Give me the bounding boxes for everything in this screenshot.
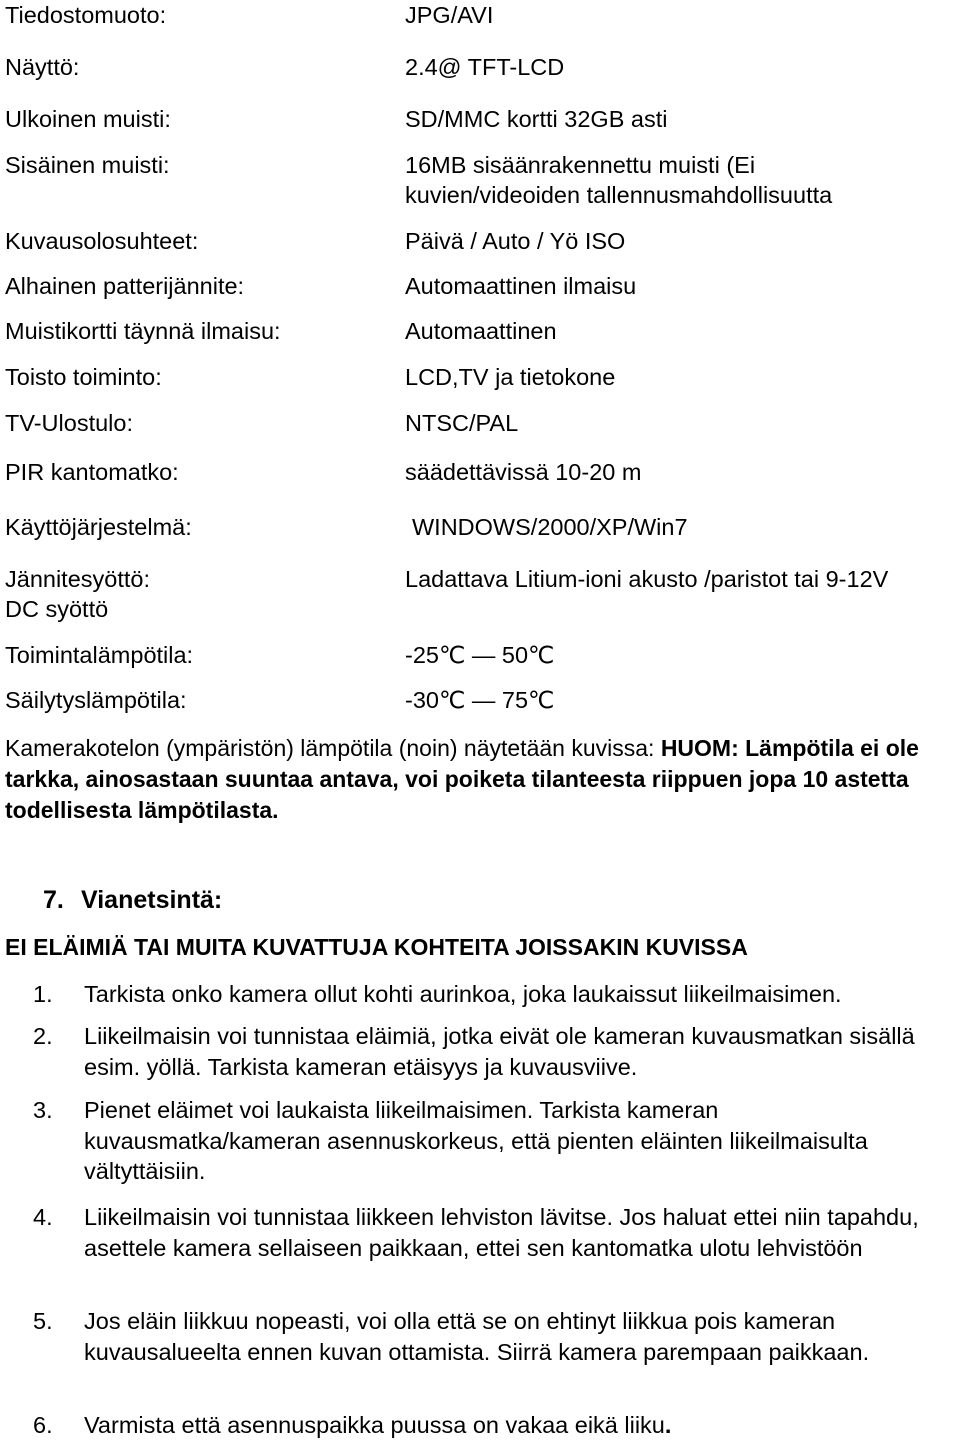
spec-label-file-format: Tiedostomuoto: (5, 2, 167, 28)
spec-label-tv-out: TV-Ulostulo: (5, 410, 133, 436)
spec-value-display: 2.4@ TFT-LCD (405, 54, 565, 80)
section-heading (43, 884, 222, 916)
spec-label-operating-temp: Toimintalämpötila: (5, 642, 194, 668)
list-item (33, 979, 960, 1010)
list-item-number: 3. (33, 1097, 53, 1123)
list-item-number: 6. (33, 1412, 53, 1438)
list-item-text: Pienet eläimet voi laukaista liikeilmaisimen. Tarkista kameran kuvausmatka/kameran asennuskorkeus, että pienten eläinten liikeilmaisulta vältyttäisiin. (84, 1097, 868, 1184)
list-item-number: 2. (33, 1023, 53, 1049)
spec-value-internal-memory-line1: 16MB sisäänrakennettu muisti (Ei (405, 152, 756, 178)
list-item (33, 1410, 960, 1441)
list-item-text: Tarkista onko kamera ollut kohti aurinkoa, joka laukaissut liikeilmaisimen. (84, 981, 842, 1007)
list-item-text: Liikeilmaisin voi tunnistaa liikkeen lehviston lävitse. Jos haluat ettei niin tapahdu, asettele kamera sellaiseen paikkaan, ettei sen kantomatka ulotu lehvistöön (84, 1204, 919, 1261)
spec-label-pir-range: PIR kantomatko: (5, 459, 179, 485)
spec-label-display: Näyttö: (5, 54, 80, 80)
spec-label-power-input: Jännitesyöttö: (5, 566, 151, 592)
spec-value-os: WINDOWS/2000/XP/Win7 (412, 514, 688, 540)
spec-value-playback: LCD,TV ja tietokone (405, 364, 616, 390)
troubleshooting-subheading: EI ELÄIMIÄ TAI MUITA KUVATTUJA KOHTEITA JOISSAKIN KUVISSA (5, 934, 748, 960)
spec-value-card-full: Automaattinen (405, 318, 557, 344)
list-item-number: 5. (33, 1308, 53, 1334)
spec-label-os: Käyttöjärjestelmä: (5, 514, 192, 540)
spec-label-external-memory: Ulkoinen muisti: (5, 106, 171, 132)
spec-label-low-battery: Alhainen patterijännite: (5, 273, 245, 299)
spec-value-file-format: JPG/AVI (405, 2, 494, 28)
spec-value-internal-memory-line2: kuvien/videoiden tallennusmahdollisuutta (405, 182, 833, 208)
spec-label-card-full: Muistikortti täynnä ilmaisu: (5, 318, 281, 344)
spec-value-shooting-conditions: Päivä / Auto / Yö ISO (405, 228, 626, 254)
temperature-note-text: Kamerakotelon (ympäristön) lämpötila (noin) näytetään kuvissa: (5, 735, 661, 761)
spec-value-operating-temp: -25℃ — 50℃ (405, 642, 555, 668)
spec-value-power-input: Ladattava Litium-ioni akusto /paristot tai 9-12V (405, 566, 889, 592)
list-item-number: 1. (33, 981, 53, 1007)
spec-value-low-battery: Automaattinen ilmaisu (405, 273, 637, 299)
list-item-number: 4. (33, 1204, 53, 1230)
temperature-note (5, 733, 960, 826)
spec-value-tv-out: NTSC/PAL (405, 410, 519, 436)
spec-label-shooting-conditions: Kuvausolosuhteet: (5, 228, 199, 254)
spec-label-storage-temp: Säilytyslämpötila: (5, 687, 187, 713)
list-item-text: Jos eläin liikkuu nopeasti, voi olla että se on ehtinyt liikkua pois kameran kuvausalueelta ennen kuvan ottamista. Siirrä kamera parempaan paikkaan. (84, 1308, 870, 1365)
list-item-text: Varmista että asennuspaikka puussa on vakaa eikä liiku (84, 1412, 665, 1438)
spec-value-pir-range: säädettävissä 10-20 m (405, 459, 642, 485)
section-title: Vianetsintä: (81, 886, 223, 914)
spec-value-external-memory: SD/MMC kortti 32GB asti (405, 106, 668, 132)
spec-label-dc-input: DC syöttö (5, 596, 109, 622)
list-item (33, 1306, 960, 1367)
spec-label-playback: Toisto toiminto: (5, 364, 162, 390)
section-number: 7. (43, 886, 64, 914)
list-item (33, 1202, 960, 1263)
list-item (33, 1021, 960, 1082)
list-item-text: Liikeilmaisin voi tunnistaa eläimiä, jotka eivät ole kameran kuvausmatkan sisällä esim. yöllä. Tarkista kameran etäisyys ja kuvausviive. (84, 1023, 915, 1080)
temperature-note-warning: HUOM: Lämpötila ei ole tarkka, ainosastaan suuntaa antava, voi poiketa tilanteesta riippuen jopa 10 astetta todellisesta lämpötilasta. (5, 735, 919, 823)
spec-label-internal-memory: Sisäinen muisti: (5, 152, 170, 178)
spec-value-storage-temp: -30℃ — 75℃ (405, 687, 555, 713)
list-item (33, 1095, 960, 1187)
list-item-suffix: . (664, 1412, 672, 1438)
